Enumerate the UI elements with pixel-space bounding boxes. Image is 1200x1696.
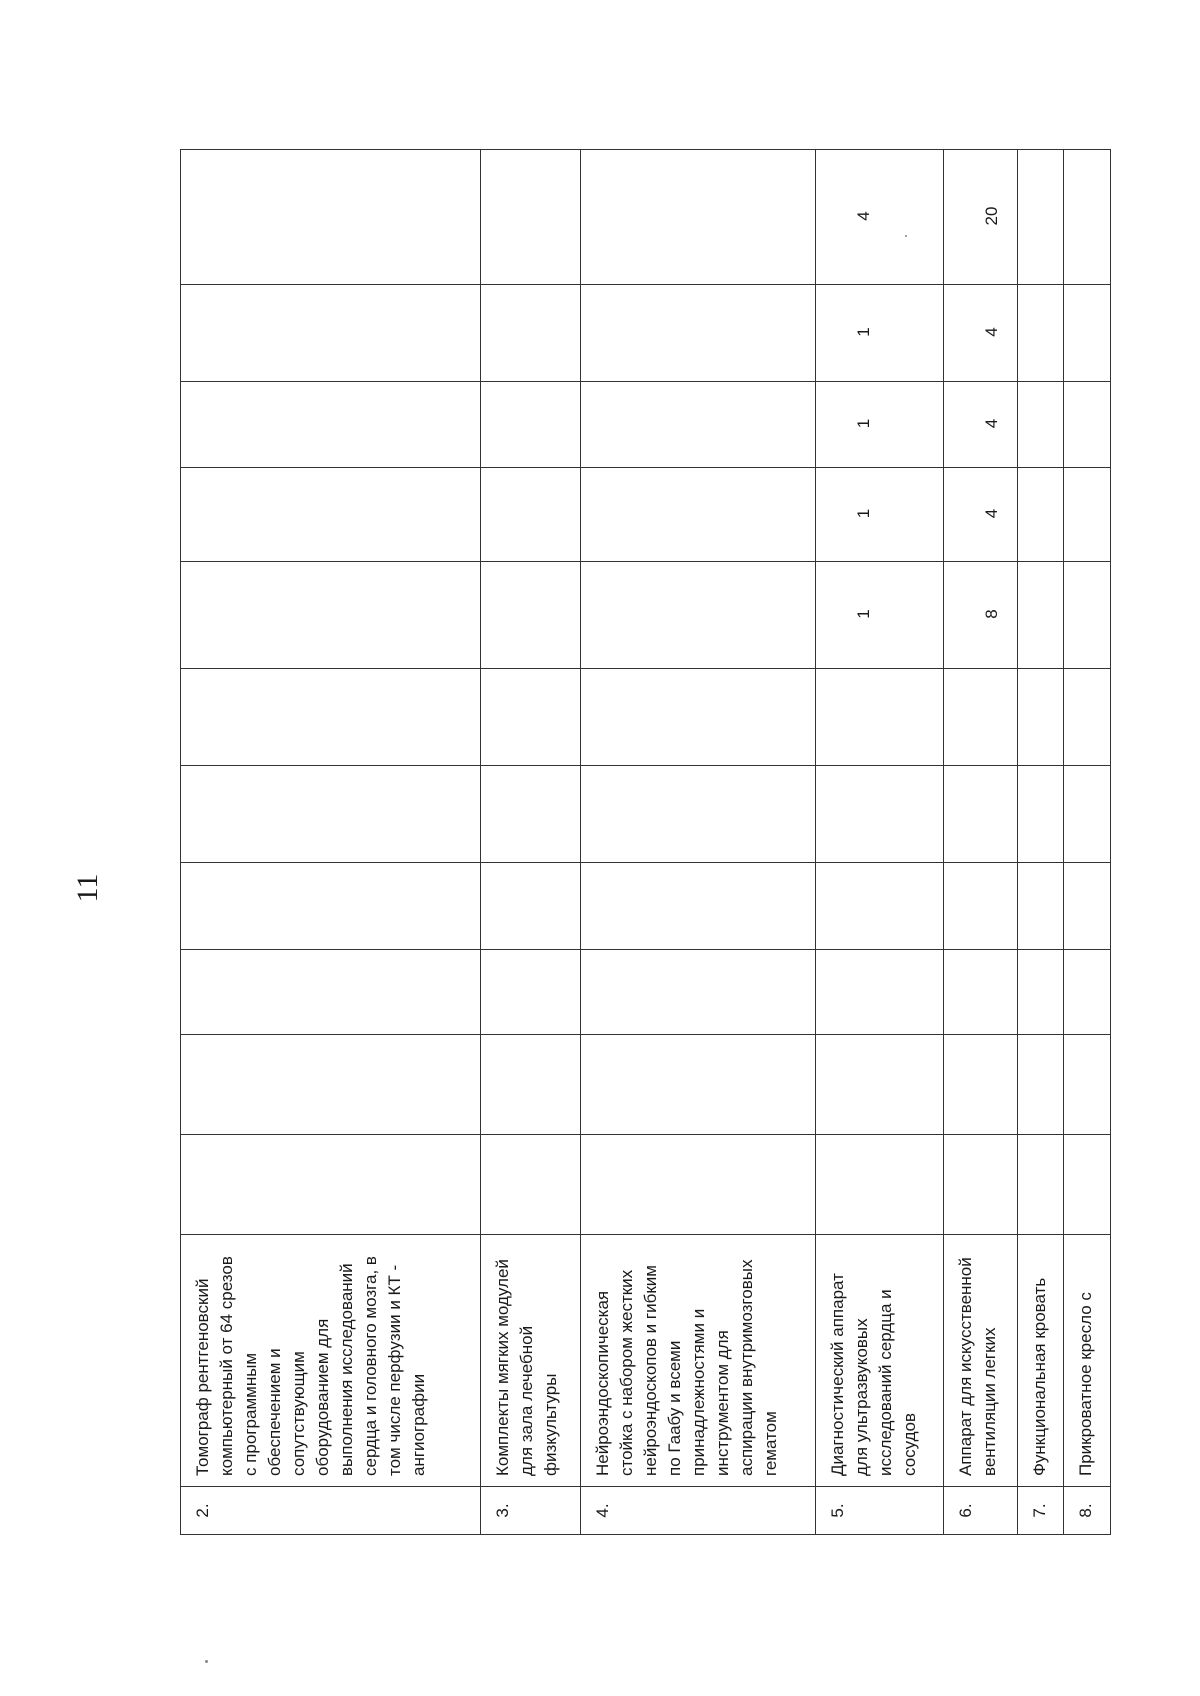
quantity-cell [1018,950,1064,1035]
quantity-cell [481,766,581,863]
quantity-cell [181,562,481,669]
table-row [944,150,1018,1535]
table-row [1064,150,1111,1535]
quantity-cell [581,1035,816,1135]
quantity-cell [481,150,581,285]
quantity-cell [816,766,944,863]
quantity-cell [1064,669,1111,766]
quantity-cell [1018,468,1064,562]
quantity-cell [1064,1035,1111,1135]
quantity-cell [481,1135,581,1235]
quantity-cell: 4 [816,150,944,285]
equipment-name: Аппарат для искусственной вентиляции легких [944,1235,1018,1487]
equipment-name: Прикроватное кресло с [1064,1235,1111,1487]
quantity-cell [481,468,581,562]
quantity-cell: 4 [944,285,1018,382]
quantity-cell [816,863,944,950]
quantity-cell [481,950,581,1035]
row-number: 4. [581,1487,816,1535]
quantity-cell [581,950,816,1035]
quantity-cell: 1 [816,382,944,468]
quantity-cell [1064,468,1111,562]
quantity-cell [481,669,581,766]
quantity-cell [181,669,481,766]
row-number: 2. [181,1487,481,1535]
quantity-cell [1064,382,1111,468]
quantity-cell: 4 [944,468,1018,562]
equipment-name: Томограф рентгеновский компьютерный от 64 срезов с программным обеспечением и сопутствующим оборудованием для выполнения исследований сердца и головного мозга, в том числе перфузии и КТ - ангиографии [181,1235,481,1487]
quantity-cell [181,766,481,863]
quantity-cell [581,150,816,285]
quantity-cell [816,1035,944,1135]
quantity-cell: 1 [816,562,944,669]
quantity-cell [181,863,481,950]
quantity-cell [816,950,944,1035]
quantity-cell [1064,766,1111,863]
table-row [1018,150,1064,1535]
quantity-cell [944,863,1018,950]
quantity-cell [581,766,816,863]
quantity-cell: 1 [816,468,944,562]
quantity-cell [581,285,816,382]
scan-speck [205,1660,208,1663]
quantity-cell [1018,285,1064,382]
quantity-cell [181,1135,481,1235]
scan-speck [905,235,907,237]
quantity-cell [1018,766,1064,863]
quantity-cell [1018,150,1064,285]
quantity-cell: 8 [944,562,1018,669]
quantity-cell: 1 [816,285,944,382]
quantity-cell [944,950,1018,1035]
equipment-name: Функциональная кровать [1018,1235,1064,1487]
quantity-cell [1018,382,1064,468]
quantity-cell [181,382,481,468]
quantity-cell [1064,863,1111,950]
quantity-cell [581,863,816,950]
quantity-cell [1064,562,1111,669]
quantity-cell [481,562,581,669]
quantity-cell [816,669,944,766]
quantity-cell [1064,1135,1111,1235]
equipment-table [180,149,1111,1535]
equipment-name: Комплекты мягких модулей для зала лечебной физкультуры [481,1235,581,1487]
quantity-cell [581,669,816,766]
quantity-cell [944,766,1018,863]
quantity-cell [1018,562,1064,669]
quantity-cell [1064,285,1111,382]
table-row [581,150,816,1535]
row-number: 3. [481,1487,581,1535]
quantity-cell [181,285,481,382]
quantity-cell [581,468,816,562]
quantity-cell [481,863,581,950]
table-row [816,150,944,1535]
equipment-name: Диагностический аппарат для ультразвуковых исследований сердца и сосудов [816,1235,944,1487]
quantity-cell [181,950,481,1035]
quantity-cell [581,382,816,468]
quantity-cell [481,382,581,468]
quantity-cell: 4 [944,382,1018,468]
quantity-cell [944,1035,1018,1135]
quantity-cell: 20 [944,150,1018,285]
page-number: 11 [71,873,104,903]
quantity-cell [1064,950,1111,1035]
row-number: 7. [1018,1487,1064,1535]
quantity-cell [1018,1035,1064,1135]
table-row [481,150,581,1535]
quantity-cell [816,1135,944,1235]
quantity-cell [944,669,1018,766]
quantity-cell [481,285,581,382]
quantity-cell [581,1135,816,1235]
table-row [181,150,481,1535]
quantity-cell [944,1135,1018,1235]
quantity-cell [181,150,481,285]
quantity-cell [1018,863,1064,950]
quantity-cell [181,1035,481,1135]
equipment-table-container [180,150,1110,1535]
equipment-name: Нейроэндоскопическая стойка с набором жестких нейроэндоскопов и гибким по Гаабу и всеми принадлежностями и инструментом для аспирации внутримозговых гематом [581,1235,816,1487]
quantity-cell [1018,1135,1064,1235]
quantity-cell [1064,150,1111,285]
quantity-cell [1018,669,1064,766]
row-number: 5. [816,1487,944,1535]
quantity-cell [481,1035,581,1135]
quantity-cell [181,468,481,562]
quantity-cell [581,562,816,669]
row-number: 8. [1064,1487,1111,1535]
row-number: 6. [944,1487,1018,1535]
